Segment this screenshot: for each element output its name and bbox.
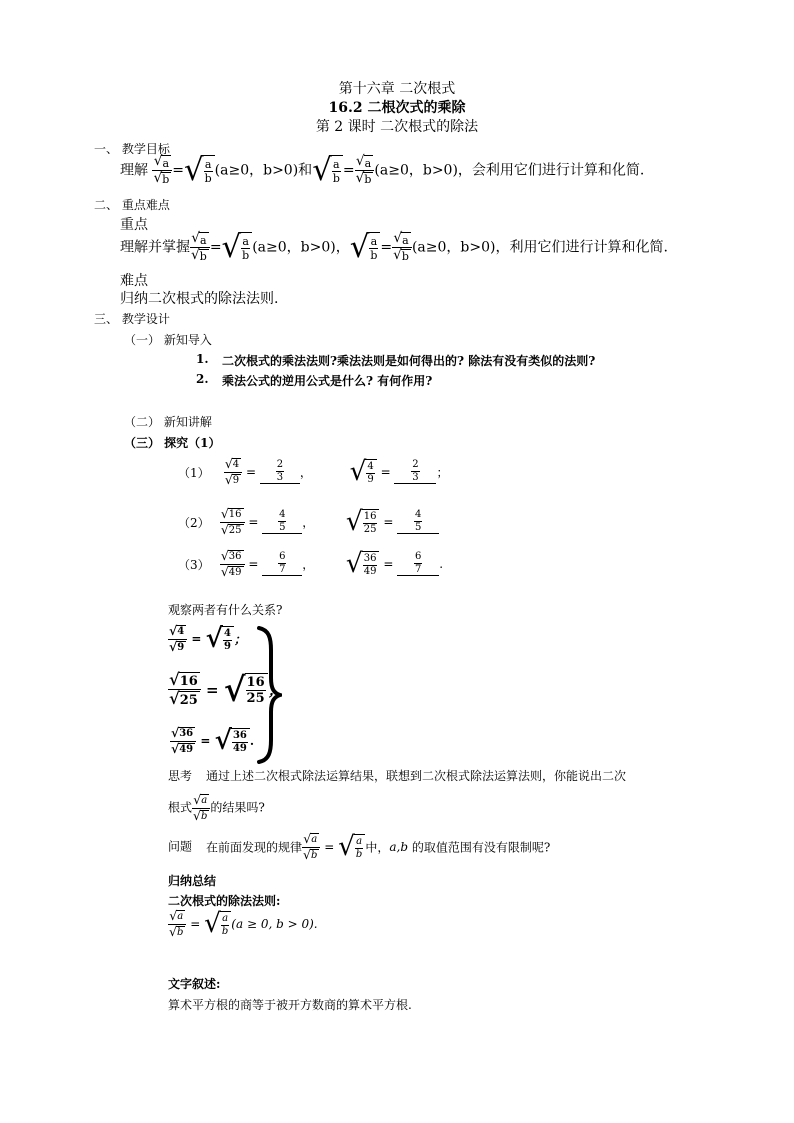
verbal-title: 文字叙述: [168,977,221,991]
key-point-label: 重点 [120,217,148,233]
chapter-title: 第十六章 二次根式 [338,81,456,97]
equality-1: √ 4 √ 9 = √ $\frac{4}{9}$ ； [169,622,246,654]
explore-row-1: （1） √ 4 √ 9 = $\frac{2}{3}$ ， √ $\frac{4}{9}$ = $\frac{2}{3}$ ； [178,455,449,487]
question-paragraph: 问题 在前面发现的规律 √ a √ b = √ $\frac{a}{b}$ 中，a,b 的取值范围有没有限制呢? [168,830,551,862]
question-1: 二次根式的乘法法则?乘法法则是如何得出的? 除法有没有类似的法则? [222,354,596,368]
difficulty-label: 难点 [120,273,148,289]
think-label: 思考 [168,769,193,783]
explore-row-2: （2） √ 16 √ 25 = $\frac{4}{5}$ ， √ $\frac{16}{25}$ = $\frac{4}{5}$ [178,508,439,536]
key-point-line: 理解并掌握 √ a √ b = √ $\frac{a}{b}$ (a≥0，b>0)， √ $\frac{a}{b}$ = √ a √ b (a≥0，b>0)，利用它们进行计算和化简. [120,229,668,265]
think-continuation: 根式 √ a √ b 的结果吗? [168,792,265,823]
part-2-label: （二） 新知讲解 [124,415,212,429]
equality-2: √ 16 √ 25 = √ $\frac{16}{25}$ ； [169,670,283,710]
rule-title: 二次根式的除法法则: [168,894,281,908]
objective-line: 理解 √ a √ b = √ $\frac{a}{b}$ (a≥0，b>0)和 √ $\frac{a}{b}$ = √ a √ b (a≥0，b>0)，会利用它们进行计算和化简. [120,152,645,188]
section-title: 16.2 二根次式的乘除 [328,100,466,116]
question-label: 问题 [168,839,193,854]
verbal-text: 算术平方根的商等于被开方数商的算术平方根. [168,998,412,1012]
summary-title: 归纳总结 [168,874,217,888]
question-1-number: 1. [196,352,209,366]
observe-prompt: 观察两者有什么关系? [168,603,283,617]
objective-lead: 理解 [120,162,148,179]
division-rule-formula: √ a √ b = √ $\frac{a}{b}$ (a ≥ 0, b > 0). [169,907,318,939]
lesson-title: 第 2 课时 二次根式的除法 [315,119,479,135]
formula-lhs: √ a √ b [152,155,172,186]
equality-3: √ 36 √ 49 = √ $\frac{36}{49}$ . [171,724,255,756]
part-1-label: （一） 新知导入 [124,333,212,347]
section-1-heading: 一、 教学目标 [94,142,170,156]
question-2: 乘法公式的逆用公式是什么? 有何作用? [222,374,433,388]
explore-row-3: （3） √ 36 √ 49 = $\frac{6}{7}$ ， √ $\frac{36}{49}$ = $\frac{6}{7}$ . [178,547,444,579]
think-paragraph: 思考 通过上述二次根式除法运算结果，联想到二次根式除法运算法则，你能说出二次 [168,769,627,783]
section-2-heading: 二、 重点难点 [94,198,170,212]
question-2-number: 2. [196,372,209,386]
part-3-label: （三） 探究（1） [124,436,221,450]
formula-rhs: √ $\frac{a}{b}$ [184,155,215,186]
difficulty-text: 归纳二次根式的除法法则. [120,291,279,307]
section-3-heading: 三、 教学设计 [94,312,170,326]
right-brace-icon [256,626,282,764]
